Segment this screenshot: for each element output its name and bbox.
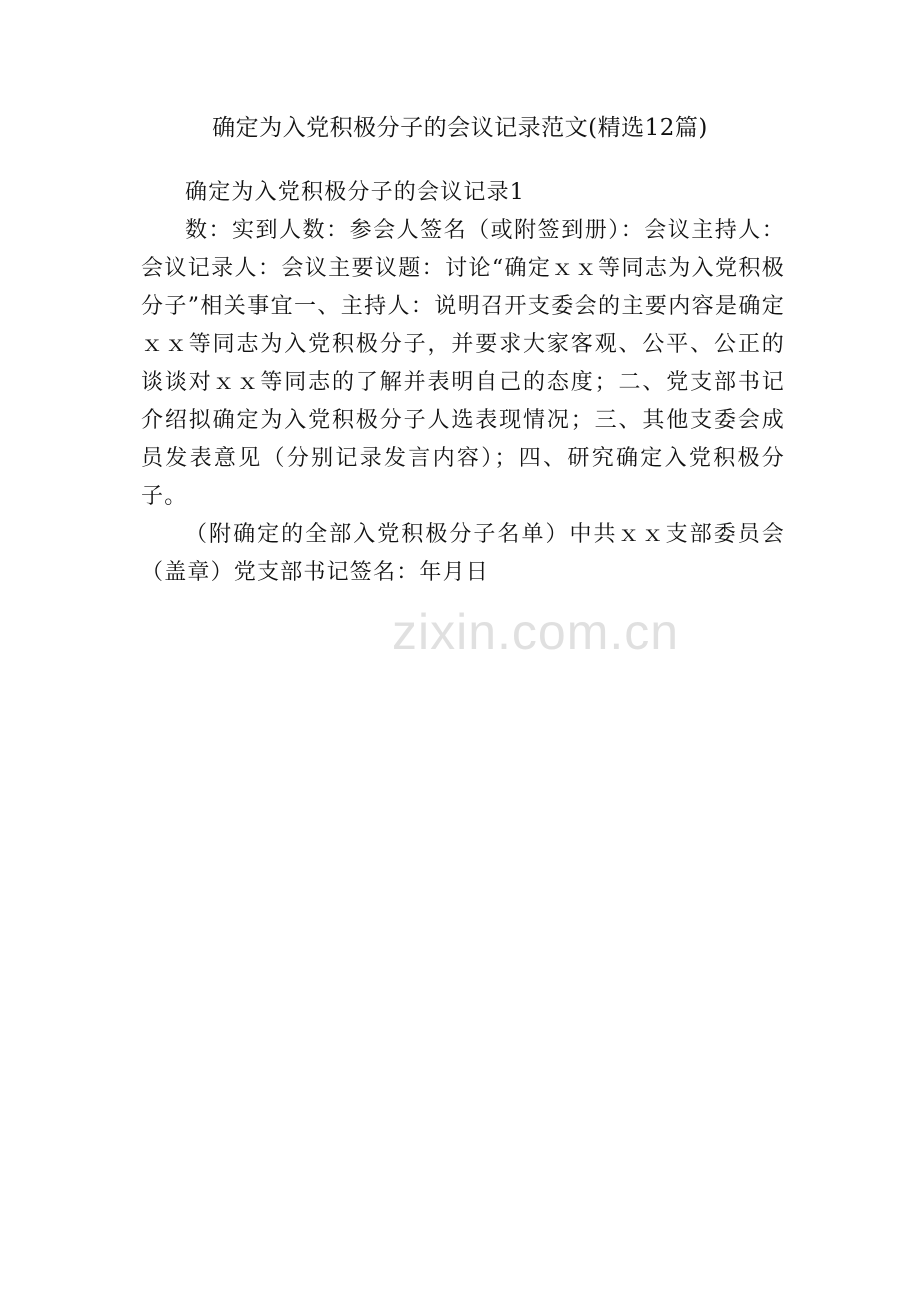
watermark-logo: zixin.com.cn	[392, 604, 680, 660]
document-body	[141, 174, 785, 592]
paragraph-signature: （附确定的全部入党积极分子名单）中共ｘｘ支部委员会（盖章）党支部书记签名：年月日	[141, 522, 785, 585]
document-title: 确定为入党积极分子的会议记录范文(精选12篇)	[212, 115, 708, 141]
section-title: 确定为入党积极分子的会议记录1	[185, 180, 525, 205]
paragraph-meeting-record: 数：实到人数：参会人签名（或附签到册）：会议主持人：会议记录人：会议主要议题：讨论“确定ｘｘ等同志为入党积极分子”相关事宜一、主持人：说明召开支委会的主要内容是确定ｘｘ等同志为入党积极分子，并要求大家客观、公平、公正的谈谈对ｘｘ等同志的了解并表明自己的态度；二、党支部书记介绍拟确定为入党积极分子人选表现情况；三、其他支委会成员发表意见（分别记录发言内容）；四、研究确定入党积极分子。	[141, 218, 785, 509]
